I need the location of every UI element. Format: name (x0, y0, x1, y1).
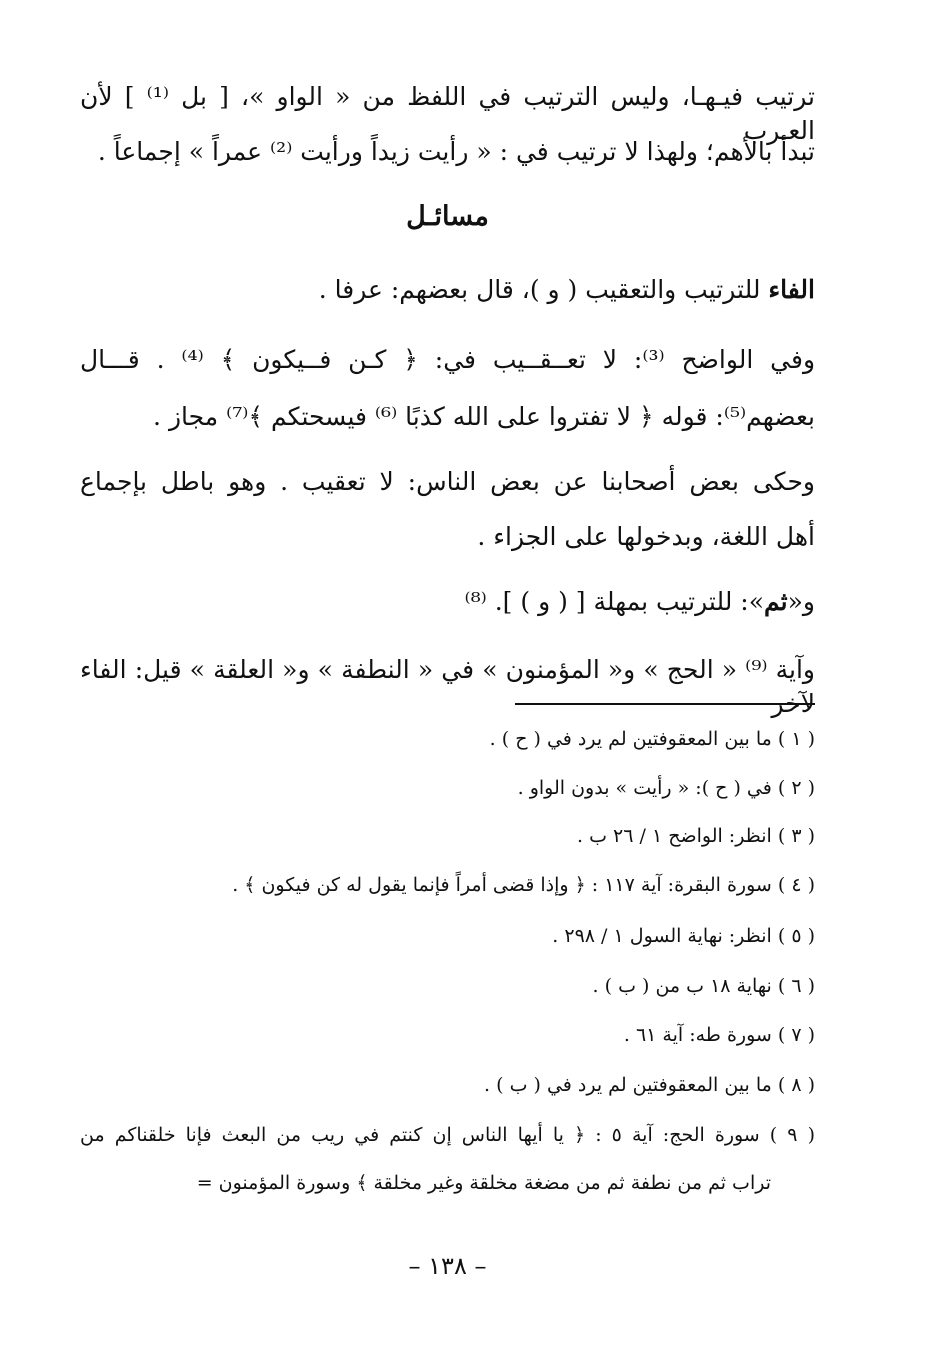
footnote-9-continued: تراب ثم من نطفة ثم من مضغة مخلقة وغير مخلقة ﴾ وسورة المؤمنون = (196, 1172, 771, 1194)
body-line-9: وآية ⁽⁹⁾ « الحج » و« المؤمنون » في « النطفة » و« العلقة » قيل: الفاء لآخر (80, 655, 816, 718)
body-line-8-prefix: و« (787, 587, 815, 616)
footnote-2: ( ٢ ) في ( ح ): « رأيت » بدون الواو . (517, 777, 815, 799)
term-thumma: ثم (764, 587, 788, 616)
footnote-3: ( ٣ ) انظر: الواضح ١ / ٢٦ ب . (577, 825, 815, 847)
footnote-6: ( ٦ ) نهاية ١٨ ب من ( ب ) . (592, 975, 815, 997)
body-line-8 (80, 585, 815, 619)
document-page (80, 0, 815, 1366)
body-line-3 (80, 273, 815, 307)
section-heading: مسائـل (406, 201, 489, 232)
body-line-3-text: للترتيب والتعقيب ( و )، قال بعضهم: عرفا . (318, 275, 769, 304)
body-line-2: تبدأ بالأهم؛ ولهذا لا ترتيب في : « رأيت زيداً ورأيت ⁽²⁾ عمراً » إجماعاً . (97, 137, 815, 166)
body-line-5: بعضهم⁽⁵⁾: قوله ﴿ لا تفتروا على الله كذبًا ⁽⁶⁾ فيسحتكم ﴾⁽⁷⁾ مجاز . (153, 402, 815, 431)
footnote-4: ( ٤ ) سورة البقرة: آية ١١٧ : ﴿ وإذا قضى أمراً فإنما يقول له كن فيكون ﴾ . (232, 874, 815, 896)
footnote-8: ( ٨ ) ما بين المعقوفتين لم يرد في ( ب ) . (484, 1074, 815, 1096)
footnote-9: ( ٩ ) سورة الحج: آية ٥ : ﴿ يا أيها الناس إن كنتم في ريب من البعث فإنا خلقناكم من (80, 1124, 816, 1146)
footnote-5: ( ٥ ) انظر: نهاية السول ١ / ٢٩٨ . (552, 925, 815, 947)
footnote-1: ( ١ ) ما بين المعقوفتين لم يرد في ( ح ) . (489, 728, 815, 750)
body-line-4: وفي الواضح ⁽³⁾: لا تعــقــيب في: ﴿ كـن فــيكون ﴾ ⁽⁴⁾ . قـــال (80, 345, 816, 374)
footnote-7: ( ٧ ) سورة طه: آية ٦١ . (623, 1024, 815, 1046)
body-line-7: أهل اللغة، وبدخولها على الجزاء . (477, 522, 815, 551)
body-line-6: وحكى بعض أصحابنا عن بعض الناس: لا تعقيب . وهو باطل بإجماع (80, 467, 815, 496)
body-line-8-text: »: للترتيب بمهلة [ ( و ) ]. ⁽⁸⁾ (464, 587, 765, 616)
body-line-1: ترتيب فيـهـا، وليس الترتيب في اللفظ من « الواو »، [ بل ⁽¹⁾ ] لأن العـرب (80, 82, 815, 145)
page-number: – ١٣٨ – (408, 1252, 487, 1280)
term-fa: الفاء (768, 275, 815, 304)
footnote-separator (515, 703, 815, 705)
